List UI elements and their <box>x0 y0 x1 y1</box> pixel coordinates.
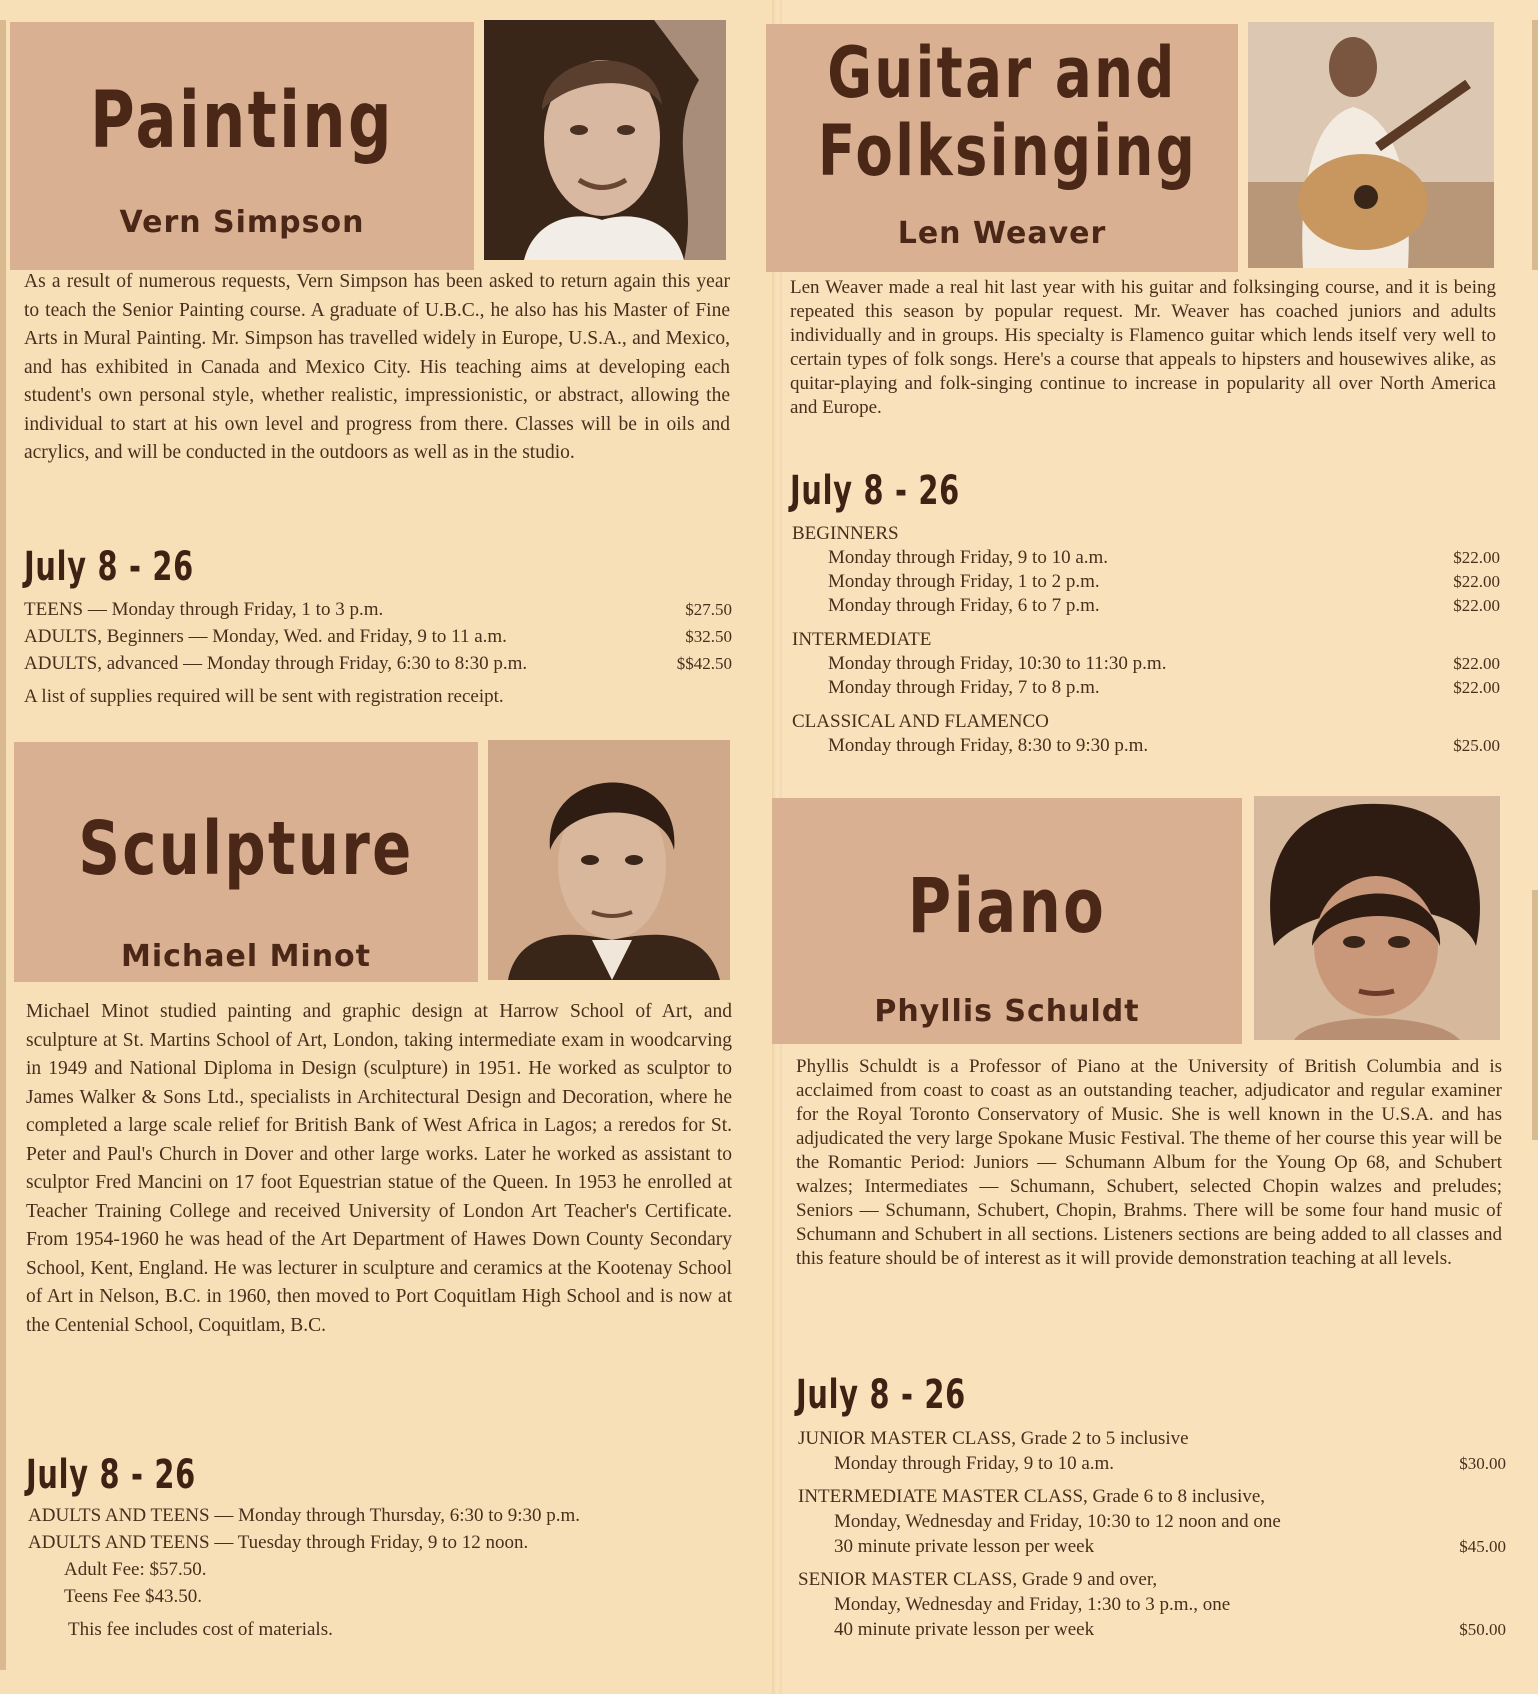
schedule-row <box>792 652 1500 676</box>
piano-description: Phyllis Schuldt is a Professor of Piano at the University of British Columbia and is acclaimed from coast to coast as an outstanding teacher, adjudicator and regular examiner for the Royal Toronto Conservatory of Music. She is well known in the U.S.A. and has adjudicated the very large Spokane Music Festival. The theme of her course this year will be the Romantic Period: Juniors — Schumann Album for the Young Op 68, and Schubert walzes; Intermediates — Schumann, Schubert, selected Chopin walzes and preludes; Seniors — Schumann, Schubert, Chopin, Brahms. There will be some four hand music of Schumann and Schubert in all sections. Listeners sections are being added to all classes and this feature should be of interest as it will provide demonstration teaching at all levels. <box>796 1056 1502 1269</box>
class-price: $30.00 <box>1459 1454 1506 1473</box>
painting-dates: July 8 - 26 <box>24 544 194 590</box>
sculpture-header <box>14 742 478 982</box>
schedule-row <box>24 623 732 650</box>
sculpture-dates: July 8 - 26 <box>26 1452 196 1498</box>
guitar-schedule <box>792 522 1500 758</box>
piano-title: Piano <box>907 861 1107 950</box>
guitar-description: Len Weaver made a real hit last year with his guitar and folksinging course, and it is being repeated this season by popular request. Mr. Weaver has coached juniors and adults individually and in groups. His specialty is Flamenco guitar which lends itself very well to certain types of folk songs. Here's a course that appeals to hipsters and housewives alike, as quitar-playing and folk-singing continue to increase in popularity all over North America and Europe. <box>790 277 1496 418</box>
class-price: $22.00 <box>1453 548 1500 567</box>
piano-header <box>772 798 1242 1044</box>
painting-teacher-photo <box>484 20 726 260</box>
guitar-teacher-photo <box>1248 22 1494 268</box>
schedule-row <box>792 570 1500 594</box>
class-label: Monday through Friday, 8:30 to 9:30 p.m. <box>828 735 1149 756</box>
fee-label: Teens Fee $43.50. <box>64 1586 202 1607</box>
class-label: 30 minute private lesson per week <box>834 1536 1095 1557</box>
painting-teacher: Vern Simpson <box>119 205 365 240</box>
class-label: Monday through Friday, 9 to 10 a.m. <box>828 547 1109 568</box>
schedule-row <box>792 676 1500 700</box>
class-price: $32.50 <box>685 627 732 646</box>
class-label: ADULTS AND TEENS — Tuesday through Friday, 9 to 12 noon. <box>28 1532 529 1553</box>
class-price: $50.00 <box>1459 1620 1506 1639</box>
sculpture-teacher: Michael Minot <box>120 939 372 974</box>
class-label: Monday through Friday, 1 to 2 p.m. <box>828 571 1100 592</box>
class-label: Monday through Friday, 6 to 7 p.m. <box>828 595 1100 616</box>
page-edge <box>1532 890 1538 1140</box>
sculpture-schedule <box>28 1502 736 1643</box>
class-label: Monday through Friday, 10:30 to 11:30 p.m. <box>828 653 1167 674</box>
class-price: $$42.50 <box>676 654 732 673</box>
sculpture-description: Michael Minot studied painting and graphic design at Harrow School of Art, and sculpture at St. Martins School of Art, London, taking intermediate exam in woodcarving in 1949 and National Diploma in Design (sculpture) in 1951. He worked as sculptor to James Walker & Sons Ltd., specialists in Architectural Design and Decoration, where he completed a large scale relief for British Bank of West Africa in Lagos; a reredos for St. Peter and Paul's Church in Dover and other large works. Later he worked as assistant to sculptor Fred Mancini on 17 foot Equestrian statue of the Queen. In 1953 he enrolled at Teacher Training College and received University of London Art Teacher's Certificate. From 1954-1960 he was head of the Art Department of Hawes Down County Secondary School, Kent, England. He was lecturer in sculpture and ceramics at the Kootenay School of Art in Nelson, B.C. in 1960, then moved to Port Coquitlam High School and is now at the Centenial School, Coquitlam, B.C. <box>26 1001 732 1336</box>
class-label: Monday, Wednesday and Friday, 10:30 to 12 noon and one <box>834 1511 1281 1532</box>
painting-description: As a result of numerous requests, Vern Simpson has been asked to return again this year to teach the Senior Painting course. A graduate of U.B.C., he also has his Master of Fine Arts in Mural Painting. Mr. Simpson has travelled widely in Europe, U.S.A., and Mexico, and has exhibited in Canada and Mexico City. His teaching aims at developing each student's own personal style, whether realistic, impressionistic, or abstract, allowing the individual to start at his own level and progress from there. Classes will be in oils and acrylics, and will be conducted in the outdoors as well as in the studio. <box>24 271 730 463</box>
piano-schedule <box>798 1426 1506 1642</box>
guitar-teacher: Len Weaver <box>897 216 1107 251</box>
schedule-row <box>28 1529 736 1556</box>
guitar-header <box>766 24 1238 272</box>
class-price: $22.00 <box>1453 678 1500 697</box>
page-edge <box>1532 20 1538 270</box>
painting-schedule <box>24 596 732 710</box>
sculpture-note: This fee includes cost of materials. <box>68 1619 333 1640</box>
portrait-photo-icon <box>484 20 726 260</box>
class-label: ADULTS, advanced — Monday through Friday, 6:30 to 8:30 p.m. <box>24 653 528 674</box>
painting-title: Painting <box>90 76 394 166</box>
class-price: $45.00 <box>1459 1537 1506 1556</box>
schedule-row <box>798 1534 1506 1559</box>
schedule-row <box>28 1502 736 1529</box>
class-label: Monday, Wednesday and Friday, 1:30 to 3 p.m., one <box>834 1594 1231 1615</box>
guitar-title-line2: Folksinging <box>817 110 1198 192</box>
schedule-row <box>792 594 1500 618</box>
schedule-row <box>792 546 1500 570</box>
painting-note: A list of supplies required will be sent with registration receipt. <box>24 686 504 707</box>
class-group-heading: INTERMEDIATE <box>792 629 932 650</box>
class-heading: JUNIOR MASTER CLASS, Grade 2 to 5 inclusive <box>798 1428 1189 1449</box>
schedule-row <box>24 596 732 623</box>
sculpture-title: Sculpture <box>78 806 414 892</box>
class-price: $25.00 <box>1453 736 1500 755</box>
class-label: TEENS — Monday through Friday, 1 to 3 p.m. <box>24 599 384 620</box>
schedule-row <box>798 1509 1506 1534</box>
class-label: ADULTS, Beginners — Monday, Wed. and Friday, 9 to 11 a.m. <box>24 626 507 647</box>
class-label: ADULTS AND TEENS — Monday through Thursday, 6:30 to 9:30 p.m. <box>28 1505 581 1526</box>
guitar-title-line1: Guitar and <box>827 32 1177 114</box>
painting-header <box>10 22 474 270</box>
class-price: $22.00 <box>1453 654 1500 673</box>
class-price: $22.00 <box>1453 596 1500 615</box>
fee-row <box>28 1583 736 1610</box>
guitarist-photo-icon <box>1248 22 1494 268</box>
piano-teacher: Phyllis Schuldt <box>874 994 1140 1029</box>
piano-dates: July 8 - 26 <box>796 1372 966 1418</box>
schedule-row <box>24 650 732 677</box>
schedule-row <box>792 734 1500 758</box>
class-heading: SENIOR MASTER CLASS, Grade 9 and over, <box>798 1569 1158 1590</box>
sculpture-teacher-photo <box>488 740 730 980</box>
class-group-heading: CLASSICAL AND FLAMENCO <box>792 711 1049 732</box>
class-heading: INTERMEDIATE MASTER CLASS, Grade 6 to 8 inclusive, <box>798 1486 1266 1507</box>
portrait-photo-icon <box>488 740 730 980</box>
class-price: $22.00 <box>1453 572 1500 591</box>
piano-teacher-photo <box>1254 796 1500 1040</box>
class-label: 40 minute private lesson per week <box>834 1619 1095 1640</box>
guitar-dates: July 8 - 26 <box>790 468 960 514</box>
schedule-row <box>798 1617 1506 1642</box>
fee-label: Adult Fee: $57.50. <box>64 1559 207 1580</box>
class-label: Monday through Friday, 9 to 10 a.m. <box>834 1453 1115 1474</box>
portrait-photo-icon <box>1254 796 1500 1040</box>
class-label: Monday through Friday, 7 to 8 p.m. <box>828 677 1100 698</box>
schedule-row <box>798 1451 1506 1476</box>
fee-row <box>28 1556 736 1583</box>
page-edge <box>0 20 6 1670</box>
class-group-heading: BEGINNERS <box>792 523 899 544</box>
schedule-row <box>798 1592 1506 1617</box>
class-price: $27.50 <box>685 600 732 619</box>
